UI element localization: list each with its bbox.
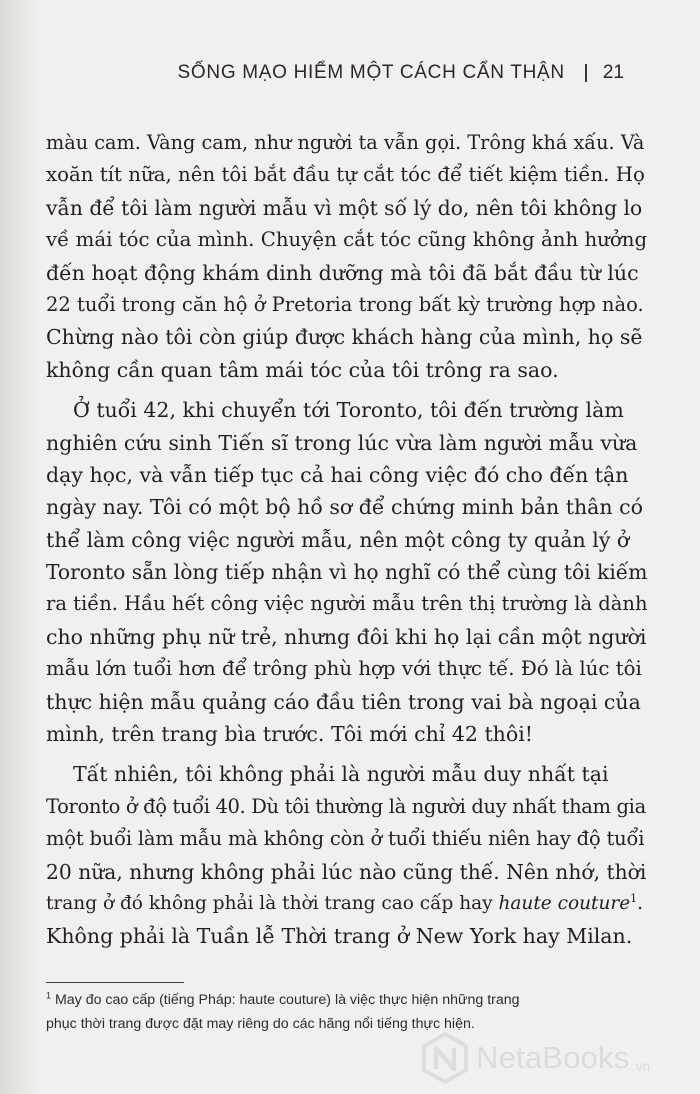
text-line: Toronto ở độ tuổi 40. Dù tôi thường là người duy nhất tham gia bbox=[46, 794, 646, 818]
watermark bbox=[418, 1028, 688, 1088]
text-line: về mái tóc của mình. Chuyện cắt tóc cũng không ảnh hưởng bbox=[46, 228, 648, 252]
italic-term: haute couture bbox=[498, 892, 631, 914]
text-line: ngày nay. Tôi có một bộ hồ sơ để chứng minh bản thân có bbox=[46, 495, 643, 520]
page-edge-shadow bbox=[0, 0, 40, 1094]
text-line: một buổi làm mẫu mà không còn ở tuổi thiếu niên hay độ tuổi bbox=[46, 827, 645, 851]
text-segment: trang ở đó không phải là thời trang cao cấp hay bbox=[46, 892, 499, 914]
footnote-text: May đo cao cấp (tiếng Pháp: haute couture) là việc thực hiện những trang bbox=[54, 992, 520, 1008]
text-line: trang ở đó không phải là thời trang cao cấp hay haute couture$^1$. bbox=[46, 891, 644, 914]
footnote-line bbox=[46, 988, 651, 1012]
text-line: Ở tuổi 42, khi chuyển tới Toronto, tôi đến trường làm bbox=[73, 398, 624, 423]
text-line: thể làm công việc người mẫu, nên một công ty quản lý ở bbox=[46, 527, 630, 552]
text-line: cho những phụ nữ trẻ, nhưng đôi khi họ lại cần một người bbox=[46, 624, 647, 649]
text-line: thực hiện mẫu quảng cáo đầu tiên trong vai bà ngoại của bbox=[46, 689, 641, 714]
text-line: dạy học, và vẫn tiếp tục cả hai công việc đó cho đến tận bbox=[46, 462, 629, 487]
text-line: Không phải là Tuần lễ Thời trang ở New York hay Milan. bbox=[46, 924, 633, 949]
watermark-brand: NetaBooks bbox=[476, 1040, 630, 1075]
text-line: 22 tuổi trong căn hộ ở Pretoria trong bất kỳ trường hợp nào. bbox=[46, 292, 644, 316]
text-line: mẫu lớn tuổi hơn để trông phù hợp với thực tế. Đó là lúc tôi bbox=[46, 657, 642, 681]
footnote-line: phục thời trang được đặt may riêng do các hãng nổi tiếng thực hiện. bbox=[46, 1016, 475, 1032]
netabooks-logo-icon bbox=[418, 1031, 472, 1085]
text-line: đến hoạt động khám dinh dưỡng mà tôi đã bắt đầu từ lúc bbox=[46, 260, 639, 285]
paragraph bbox=[46, 758, 648, 952]
text-line: vẫn để tôi làm người mẫu vì một số lý do, nên tôi không lo bbox=[46, 195, 643, 220]
text-line: Tất nhiên, tôi không phải là người mẫu duy nhất tại bbox=[73, 762, 609, 787]
text-line: ra tiền. Hầu hết công việc người mẫu trên thị trường là dành bbox=[46, 592, 648, 616]
watermark-suffix: .vn bbox=[631, 1058, 651, 1074]
text-line: xoăn tít nữa, nên tôi bắt đầu tự cắt tóc để tiết kiệm tiền. Họ bbox=[46, 163, 645, 187]
body-text bbox=[46, 127, 648, 953]
paragraph bbox=[46, 394, 648, 750]
footnote-reference[interactable]: 1 bbox=[630, 891, 638, 905]
footnote-divider bbox=[46, 982, 184, 983]
text-line: nghiên cứu sinh Tiến sĩ trong lúc vừa làm người mẫu vừa bbox=[46, 430, 638, 455]
paragraph bbox=[46, 127, 648, 386]
text-line: Chừng nào tôi còn giúp được khách hàng của mình, họ sẽ bbox=[46, 325, 643, 350]
page-number: 21 bbox=[602, 62, 624, 83]
header-divider bbox=[585, 64, 587, 82]
running-title: SỐNG MẠO HIỂM MỘT CÁCH CẨN THẬN bbox=[177, 62, 565, 83]
text-line: màu cam. Vàng cam, như người ta vẫn gọi. Trông khá xấu. Và bbox=[46, 131, 645, 154]
text-line: Toronto sẵn lòng tiếp nhận vì họ nghĩ có thể cùng tôi kiếm bbox=[46, 560, 648, 585]
footnote-marker: 1 bbox=[46, 990, 52, 1001]
running-header bbox=[178, 58, 624, 88]
text-line: không cần quan tâm mái tóc của tôi trông ra sao. bbox=[46, 357, 559, 382]
text-line: 20 nữa, nhưng không phải lúc nào cũng thế. Nên nhớ, thời bbox=[46, 859, 647, 884]
text-line: mình, trên trang bìa trước. Tôi mới chỉ 42 thôi! bbox=[46, 722, 534, 747]
